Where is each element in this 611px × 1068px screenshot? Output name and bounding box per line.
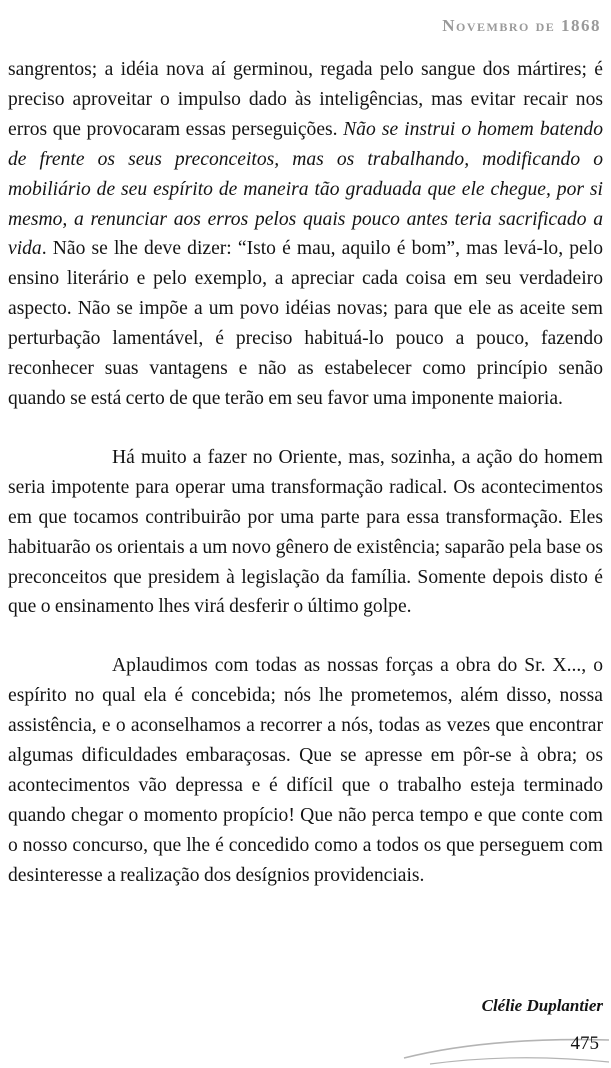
paragraph-3: Aplaudimos com todas as nossas forças a obra do Sr. X..., o espírito no qual ela é concebida; nós lhe prometemos, além disso, nossa assistência, e o aconselhamos a recorrer a nós, todas as vezes que encontrar algumas dificuldades embaraçosas. Que se apresse em pôr-se à obra; os acontecimentos vão depressa e é difícil que o trabalho esteja terminado quando chegar o momento propício! Que não perca tempo e que conte com o nosso concurso, que lhe é concedido como a todos os que perseguem com desinteresse a realização dos desígnios providenciais. <box>8 655 603 886</box>
paragraph-1-italic-passage: Não se instrui o homem batendo de frente os seus preconceitos, mas os trabalhando, modificando o mobiliário de seu espírito de maneira tão graduada que ele chegue, por si mesmo, a renunciar aos erros pelos quais pouco antes teria sacrificado a vida <box>8 118 603 260</box>
paragraph-2: Há muito a fazer no Oriente, mas, sozinha, a ação do homem seria impotente para operar uma transformação radical. Os acontecimentos em que tocamos contribuirão por uma parte para essa transformação. Eles habituarão os orientais a um novo gênero de existência; saparão pela base os preconceitos que presidem à legislação da família. Somente depois disto é que o ensinamento lhes virá desferir o último golpe. <box>8 446 603 618</box>
paragraph-1-text-a: sangrentos; a idéia nova aí germinou, regada pelo sangue dos mártires; é preciso aproveitar o impulso dado às inteligências, mas evitar recair nos erros que provocaram essas perseguições. <box>8 59 603 140</box>
paragraph-1-text-b: . Não se lhe deve dizer: “Isto é mau, aquilo é bom”, mas levá-lo, pelo ensino literário e pelo exemplo, a apreciar cada coisa em seu verdadeiro aspecto. Não se impõe a um povo idéias novas; para que ele as aceite sem perturbação lamentável, é preciso habituá-lo pouco a pouco, fazendo reconhecer suas vantagens e não as estabelecer como princípio senão quando se está certo de que terão em seu favor uma imponente maioria. <box>8 238 603 409</box>
body-text <box>8 55 603 891</box>
author-signature: Clélie Duplantier <box>481 996 603 1015</box>
paragraph-1 <box>8 55 603 414</box>
page-number: 475 <box>570 1033 599 1054</box>
running-header: Novembro de 1868 <box>442 16 601 35</box>
